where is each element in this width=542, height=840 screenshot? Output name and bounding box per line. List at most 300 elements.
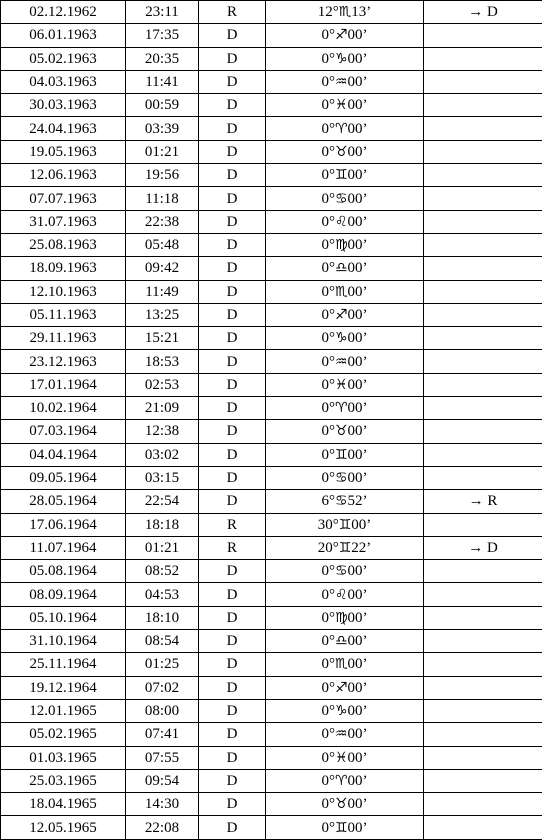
position-cell	[266, 280, 424, 303]
date-cell: 08.09.1964	[1, 583, 126, 606]
position-cell	[266, 24, 424, 47]
position-cell	[266, 769, 424, 792]
zodiac-sign-icon: ♊	[335, 447, 348, 463]
date-cell: 05.02.1963	[1, 47, 126, 70]
table-row	[1, 117, 542, 140]
table-row	[1, 280, 542, 303]
date-cell: 23.12.1963	[1, 350, 126, 373]
position-degrees: 0°	[321, 284, 335, 300]
position-minutes: 52’	[348, 493, 368, 509]
zodiac-sign-icon: ♏	[335, 656, 348, 672]
zodiac-sign-icon: ♊	[335, 167, 348, 183]
time-cell: 19:56	[126, 164, 199, 187]
position-cell	[266, 350, 424, 373]
zodiac-sign-icon: ♋	[335, 493, 348, 509]
table-row	[1, 1, 542, 24]
zodiac-sign-icon: ♒	[335, 354, 348, 370]
date-cell: 24.04.1963	[1, 117, 126, 140]
date-cell: 25.11.1964	[1, 653, 126, 676]
table-row	[1, 793, 542, 816]
table-row	[1, 466, 542, 489]
position-minutes: 00’	[348, 656, 368, 672]
station-change-cell	[424, 816, 542, 839]
position-degrees: 0°	[321, 237, 335, 253]
position-degrees: 0°	[321, 633, 335, 649]
position-degrees: 0°	[321, 656, 335, 672]
time-cell: 07:02	[126, 676, 199, 699]
station-change-cell	[424, 47, 542, 70]
date-cell: 19.05.1963	[1, 140, 126, 163]
motion-cell: D	[199, 769, 266, 792]
motion-cell: D	[199, 466, 266, 489]
position-degrees: 0°	[321, 121, 335, 137]
station-change-cell	[424, 653, 542, 676]
zodiac-sign-icon: ♒	[335, 74, 348, 90]
time-cell: 18:53	[126, 350, 199, 373]
position-degrees: 0°	[321, 587, 335, 603]
table-row	[1, 70, 542, 93]
station-change-cell	[424, 397, 542, 420]
date-cell: 01.03.1965	[1, 746, 126, 769]
position-cell	[266, 373, 424, 396]
date-cell: 12.06.1963	[1, 164, 126, 187]
zodiac-sign-icon: ♎	[335, 633, 348, 649]
motion-cell: D	[199, 560, 266, 583]
position-cell	[266, 466, 424, 489]
time-cell: 21:09	[126, 397, 199, 420]
position-cell	[266, 606, 424, 629]
station-change-cell	[424, 303, 542, 326]
time-cell: 05:48	[126, 233, 199, 256]
zodiac-sign-icon: ♋	[335, 470, 348, 486]
position-cell	[266, 117, 424, 140]
position-minutes: 00’	[348, 330, 368, 346]
position-minutes: 00’	[351, 517, 371, 533]
motion-cell: D	[199, 630, 266, 653]
zodiac-sign-icon: ♌	[335, 214, 348, 230]
position-cell	[266, 560, 424, 583]
position-minutes: 00’	[348, 214, 368, 230]
position-minutes: 00’	[348, 750, 368, 766]
motion-cell: D	[199, 420, 266, 443]
position-minutes: 00’	[348, 284, 368, 300]
position-degrees: 0°	[321, 27, 335, 43]
position-minutes: 00’	[348, 377, 368, 393]
zodiac-sign-icon: ♊	[335, 820, 348, 836]
position-cell	[266, 420, 424, 443]
table-row	[1, 397, 542, 420]
position-cell	[266, 490, 424, 513]
date-cell: 31.10.1964	[1, 630, 126, 653]
zodiac-sign-icon: ♋	[335, 191, 348, 207]
motion-cell: D	[199, 303, 266, 326]
position-cell	[266, 47, 424, 70]
position-degrees: 0°	[321, 97, 335, 113]
station-change-cell	[424, 24, 542, 47]
table-row	[1, 24, 542, 47]
position-cell	[266, 70, 424, 93]
date-cell: 25.08.1963	[1, 233, 126, 256]
time-cell: 03:39	[126, 117, 199, 140]
station-change-cell	[424, 699, 542, 722]
station-change-cell	[424, 327, 542, 350]
station-change-cell	[424, 280, 542, 303]
date-cell: 18.09.1963	[1, 257, 126, 280]
motion-cell: R	[199, 536, 266, 559]
date-cell: 31.07.1963	[1, 210, 126, 233]
position-minutes: 00’	[348, 610, 368, 626]
position-cell	[266, 187, 424, 210]
table-row	[1, 723, 542, 746]
table-row	[1, 350, 542, 373]
position-minutes: 00’	[348, 27, 368, 43]
motion-cell: D	[199, 327, 266, 350]
motion-cell: D	[199, 793, 266, 816]
table-row	[1, 606, 542, 629]
time-cell: 23:11	[126, 1, 199, 24]
date-cell: 17.06.1964	[1, 513, 126, 536]
position-minutes: 00’	[348, 703, 368, 719]
position-cell	[266, 816, 424, 839]
zodiac-sign-icon: ♐	[335, 27, 348, 43]
table-row	[1, 676, 542, 699]
table-row	[1, 699, 542, 722]
position-degrees: 0°	[321, 144, 335, 160]
position-degrees: 0°	[321, 214, 335, 230]
station-change-cell	[424, 257, 542, 280]
motion-cell: D	[199, 140, 266, 163]
position-degrees: 0°	[321, 773, 335, 789]
time-cell: 04:53	[126, 583, 199, 606]
position-cell	[266, 699, 424, 722]
position-degrees: 0°	[321, 726, 335, 742]
motion-cell: D	[199, 70, 266, 93]
station-change-cell	[424, 233, 542, 256]
table-row	[1, 420, 542, 443]
motion-cell: D	[199, 117, 266, 140]
table-row	[1, 210, 542, 233]
date-cell: 05.11.1963	[1, 303, 126, 326]
time-cell: 08:54	[126, 630, 199, 653]
motion-cell: D	[199, 676, 266, 699]
time-cell: 02:53	[126, 373, 199, 396]
time-cell: 07:55	[126, 746, 199, 769]
table-row	[1, 94, 542, 117]
time-cell: 15:21	[126, 327, 199, 350]
motion-cell: D	[199, 746, 266, 769]
position-cell	[266, 583, 424, 606]
time-cell: 18:10	[126, 606, 199, 629]
station-change-cell: → D	[424, 1, 542, 24]
time-cell: 01:21	[126, 536, 199, 559]
position-minutes: 00’	[348, 773, 368, 789]
position-degrees: 0°	[321, 167, 335, 183]
date-cell: 29.11.1963	[1, 327, 126, 350]
position-minutes: 00’	[348, 260, 368, 276]
position-cell	[266, 94, 424, 117]
motion-cell: D	[199, 699, 266, 722]
position-minutes: 00’	[348, 470, 368, 486]
zodiac-sign-icon: ♋	[335, 563, 348, 579]
station-change-cell	[424, 513, 542, 536]
zodiac-sign-icon: ♏	[339, 4, 352, 20]
date-cell: 05.10.1964	[1, 606, 126, 629]
zodiac-sign-icon: ♓	[335, 750, 348, 766]
table-row	[1, 443, 542, 466]
zodiac-sign-icon: ♊	[339, 540, 352, 556]
motion-cell: D	[199, 606, 266, 629]
time-cell: 11:41	[126, 70, 199, 93]
time-cell: 14:30	[126, 793, 199, 816]
zodiac-sign-icon: ♑	[335, 703, 348, 719]
zodiac-sign-icon: ♑	[335, 51, 348, 67]
station-change-cell	[424, 443, 542, 466]
date-cell: 06.01.1963	[1, 24, 126, 47]
time-cell: 08:00	[126, 699, 199, 722]
position-minutes: 00’	[348, 400, 368, 416]
position-degrees: 20°	[318, 540, 339, 556]
date-cell: 18.04.1965	[1, 793, 126, 816]
position-degrees: 0°	[321, 610, 335, 626]
station-change-cell: → R	[424, 490, 542, 513]
position-degrees: 0°	[321, 400, 335, 416]
date-cell: 02.12.1962	[1, 1, 126, 24]
time-cell: 07:41	[126, 723, 199, 746]
zodiac-sign-icon: ♑	[335, 330, 348, 346]
time-cell: 13:25	[126, 303, 199, 326]
time-cell: 01:25	[126, 653, 199, 676]
position-minutes: 00’	[348, 237, 368, 253]
date-cell: 04.04.1964	[1, 443, 126, 466]
station-change-cell	[424, 420, 542, 443]
position-degrees: 0°	[321, 470, 335, 486]
station-change-cell	[424, 117, 542, 140]
zodiac-sign-icon: ♍	[335, 610, 348, 626]
zodiac-sign-icon: ♈	[335, 400, 348, 416]
station-change-cell	[424, 606, 542, 629]
position-minutes: 00’	[348, 121, 368, 137]
position-minutes: 00’	[348, 51, 368, 67]
position-cell	[266, 793, 424, 816]
position-degrees: 0°	[321, 191, 335, 207]
time-cell: 18:18	[126, 513, 199, 536]
position-minutes: 00’	[348, 447, 368, 463]
date-cell: 12.10.1963	[1, 280, 126, 303]
zodiac-sign-icon: ♌	[335, 587, 348, 603]
position-minutes: 13’	[351, 4, 371, 20]
station-change-cell	[424, 769, 542, 792]
position-cell	[266, 140, 424, 163]
station-change-cell	[424, 723, 542, 746]
table-row	[1, 187, 542, 210]
position-cell	[266, 210, 424, 233]
time-cell: 09:54	[126, 769, 199, 792]
table-row	[1, 769, 542, 792]
motion-cell: R	[199, 1, 266, 24]
position-minutes: 00’	[348, 423, 368, 439]
position-minutes: 00’	[348, 144, 368, 160]
date-cell: 30.03.1963	[1, 94, 126, 117]
table-row	[1, 327, 542, 350]
zodiac-sign-icon: ♒	[335, 726, 348, 742]
position-degrees: 0°	[321, 423, 335, 439]
position-degrees: 0°	[321, 74, 335, 90]
motion-cell: D	[199, 164, 266, 187]
time-cell: 12:38	[126, 420, 199, 443]
position-cell	[266, 164, 424, 187]
station-change-cell	[424, 630, 542, 653]
position-cell	[266, 746, 424, 769]
motion-cell: D	[199, 583, 266, 606]
table-row	[1, 746, 542, 769]
position-minutes: 00’	[348, 633, 368, 649]
table-row	[1, 47, 542, 70]
station-change-cell	[424, 793, 542, 816]
position-degrees: 0°	[321, 330, 335, 346]
motion-cell: D	[199, 490, 266, 513]
position-cell	[266, 723, 424, 746]
motion-cell: D	[199, 373, 266, 396]
time-cell: 22:08	[126, 816, 199, 839]
date-cell: 09.05.1964	[1, 466, 126, 489]
station-change-cell	[424, 164, 542, 187]
time-cell: 11:18	[126, 187, 199, 210]
zodiac-sign-icon: ♏	[335, 284, 348, 300]
motion-cell: D	[199, 210, 266, 233]
station-change-cell	[424, 140, 542, 163]
motion-cell: D	[199, 257, 266, 280]
table-row	[1, 490, 542, 513]
position-degrees: 0°	[321, 260, 335, 276]
table-row	[1, 140, 542, 163]
motion-cell: D	[199, 397, 266, 420]
time-cell: 20:35	[126, 47, 199, 70]
zodiac-sign-icon: ♈	[335, 773, 348, 789]
zodiac-sign-icon: ♐	[335, 307, 348, 323]
motion-cell: D	[199, 24, 266, 47]
position-cell	[266, 303, 424, 326]
zodiac-sign-icon: ♊	[339, 517, 352, 533]
date-cell: 17.01.1964	[1, 373, 126, 396]
time-cell: 03:15	[126, 466, 199, 489]
motion-cell: D	[199, 280, 266, 303]
table-row	[1, 233, 542, 256]
motion-cell: D	[199, 47, 266, 70]
position-degrees: 0°	[321, 377, 335, 393]
motion-cell: D	[199, 94, 266, 117]
zodiac-sign-icon: ♓	[335, 377, 348, 393]
position-cell	[266, 443, 424, 466]
date-cell: 12.05.1965	[1, 816, 126, 839]
station-change-cell	[424, 187, 542, 210]
position-minutes: 00’	[348, 74, 368, 90]
date-cell: 10.02.1964	[1, 397, 126, 420]
station-change-cell: → D	[424, 536, 542, 559]
date-cell: 07.07.1963	[1, 187, 126, 210]
position-degrees: 0°	[321, 51, 335, 67]
position-cell	[266, 630, 424, 653]
position-cell	[266, 1, 424, 24]
position-degrees: 0°	[321, 354, 335, 370]
table-row	[1, 164, 542, 187]
motion-cell: R	[199, 513, 266, 536]
table-row	[1, 257, 542, 280]
position-minutes: 00’	[348, 97, 368, 113]
position-minutes: 00’	[348, 191, 368, 207]
station-change-cell	[424, 583, 542, 606]
position-degrees: 0°	[321, 703, 335, 719]
station-change-cell	[424, 560, 542, 583]
position-minutes: 00’	[348, 587, 368, 603]
position-degrees: 12°	[318, 4, 339, 20]
position-cell	[266, 233, 424, 256]
position-minutes: 22’	[351, 540, 371, 556]
position-cell	[266, 327, 424, 350]
time-cell: 08:52	[126, 560, 199, 583]
position-cell	[266, 653, 424, 676]
station-change-cell	[424, 350, 542, 373]
table-row	[1, 560, 542, 583]
position-degrees: 0°	[321, 307, 335, 323]
zodiac-sign-icon: ♓	[335, 97, 348, 113]
position-cell	[266, 397, 424, 420]
time-cell: 01:21	[126, 140, 199, 163]
table-row	[1, 653, 542, 676]
date-cell: 25.03.1965	[1, 769, 126, 792]
position-cell	[266, 676, 424, 699]
position-degrees: 0°	[321, 680, 335, 696]
zodiac-sign-icon: ♍	[335, 237, 348, 253]
station-change-cell	[424, 676, 542, 699]
station-change-cell	[424, 466, 542, 489]
date-cell: 12.01.1965	[1, 699, 126, 722]
position-degrees: 0°	[321, 563, 335, 579]
motion-cell: D	[199, 233, 266, 256]
position-degrees: 0°	[321, 447, 335, 463]
zodiac-sign-icon: ♈	[335, 121, 348, 137]
station-change-cell	[424, 70, 542, 93]
position-cell	[266, 536, 424, 559]
time-cell: 00:59	[126, 94, 199, 117]
date-cell: 04.03.1963	[1, 70, 126, 93]
station-change-cell	[424, 373, 542, 396]
motion-cell: D	[199, 350, 266, 373]
time-cell: 09:42	[126, 257, 199, 280]
time-cell: 11:49	[126, 280, 199, 303]
date-cell: 05.02.1965	[1, 723, 126, 746]
table-row	[1, 630, 542, 653]
table-row	[1, 513, 542, 536]
table-row	[1, 373, 542, 396]
position-minutes: 00’	[348, 354, 368, 370]
position-minutes: 00’	[348, 820, 368, 836]
time-cell: 03:02	[126, 443, 199, 466]
position-degrees: 0°	[321, 796, 335, 812]
zodiac-sign-icon: ♉	[335, 796, 348, 812]
station-change-cell	[424, 746, 542, 769]
time-cell: 17:35	[126, 24, 199, 47]
position-minutes: 00’	[348, 726, 368, 742]
table-row	[1, 536, 542, 559]
zodiac-sign-icon: ♎	[335, 260, 348, 276]
position-degrees: 0°	[321, 750, 335, 766]
motion-cell: D	[199, 653, 266, 676]
table-row	[1, 583, 542, 606]
date-cell: 19.12.1964	[1, 676, 126, 699]
date-cell: 07.03.1964	[1, 420, 126, 443]
date-cell: 05.08.1964	[1, 560, 126, 583]
position-minutes: 00’	[348, 307, 368, 323]
